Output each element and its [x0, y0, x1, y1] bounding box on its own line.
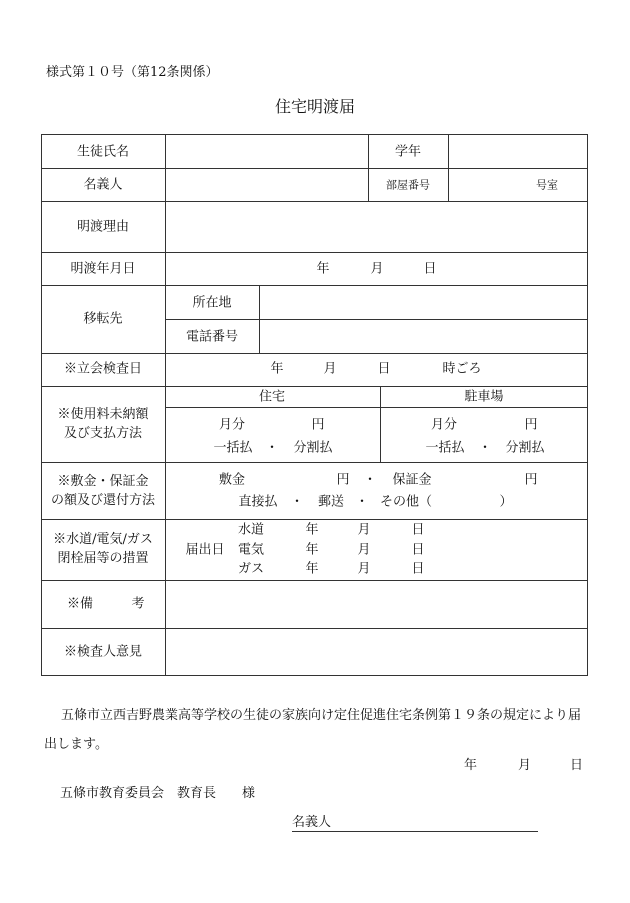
water-month-label: 月: [357, 522, 371, 538]
gas-year-label: 年: [305, 561, 319, 577]
vacate-month-label: 月: [370, 261, 384, 277]
address-field[interactable]: [260, 286, 587, 319]
housing-installments: 分割払: [293, 440, 333, 456]
inspection-year-label: 年: [270, 361, 284, 377]
gas-label: ガス: [237, 561, 265, 577]
label-address: 所在地: [192, 295, 232, 311]
label-unpaid-line2: 及び支払方法: [63, 426, 143, 441]
gas-day-label: 日: [411, 561, 425, 577]
grid-line: [41, 353, 588, 354]
grid-line: [380, 386, 381, 462]
dot: ・: [363, 472, 377, 488]
grid-line: [41, 675, 588, 676]
refund-other: その他（: [379, 494, 433, 510]
label-unpaid-fees: [57, 405, 148, 443]
label-grade: 学年: [394, 144, 422, 160]
phone-field[interactable]: [260, 320, 587, 353]
signature-line[interactable]: [292, 831, 538, 832]
housing-yen-label: 円: [311, 417, 325, 433]
label-inspector-opinion: ※検査人意見: [63, 644, 143, 660]
label-remarks-mark: ※備: [66, 596, 94, 612]
notify-date-label: 届出日: [185, 542, 225, 558]
remarks-field[interactable]: [166, 581, 587, 628]
gas-month-label: 月: [357, 561, 371, 577]
label-utilities-line1: ※水道/電気/ガス: [53, 532, 153, 547]
label-utilities: [53, 530, 153, 568]
inspection-day-label: 日: [377, 361, 391, 377]
dot: ・: [355, 494, 369, 510]
label-utilities-line2: 閉栓届等の措置: [57, 551, 149, 566]
water-label: 水道: [237, 522, 265, 538]
electric-day-label: 日: [411, 542, 425, 558]
guarantee-yen-label: 円: [524, 472, 538, 488]
grid-line: [165, 407, 588, 408]
grid-line: [41, 519, 588, 520]
label-unpaid-line1: ※使用料未納額: [57, 407, 149, 422]
holder-field[interactable]: [166, 169, 368, 201]
label-deposit-line2: の額及び還付方法: [50, 493, 156, 508]
refund-close-paren: ）: [499, 494, 513, 510]
electric-month-label: 月: [357, 542, 371, 558]
label-deposit: [51, 472, 155, 510]
grid-line: [368, 134, 369, 201]
grade-field[interactable]: [449, 135, 587, 168]
housing-lump-sum: 一括払: [213, 440, 253, 456]
vacate-reason-field[interactable]: [166, 202, 587, 252]
vacate-day-label: 日: [423, 261, 437, 277]
water-year-label: 年: [305, 522, 319, 538]
addressee: 五條市教育委員会 教育長 様: [60, 786, 256, 801]
parking-yen-label: 円: [524, 417, 538, 433]
submit-year-label: 年: [464, 758, 478, 773]
label-vacate-reason: 明渡理由: [76, 219, 130, 235]
grid-line: [41, 134, 42, 676]
inspection-time-label: 時ごろ: [442, 361, 482, 377]
label-destination: 移転先: [83, 311, 123, 327]
inspection-month-label: 月: [323, 361, 337, 377]
deposit-yen-label: 円: [336, 472, 350, 488]
dot: ・: [290, 494, 304, 510]
housing-header: 住宅: [258, 389, 286, 405]
refund-direct: 直接払: [238, 494, 278, 510]
electric-year-label: 年: [305, 542, 319, 558]
vacate-year-label: 年: [316, 261, 330, 277]
label-remarks-char: 考: [131, 596, 145, 612]
grid-line: [41, 462, 588, 463]
housing-monthly-label: 月分: [218, 417, 246, 433]
grid-line: [41, 386, 588, 387]
form-title: 住宅明渡届: [274, 97, 355, 116]
label-holder: 名義人: [83, 177, 123, 193]
student-name-field[interactable]: [166, 135, 368, 168]
label-inspection-date: ※立会検査日: [63, 361, 143, 377]
label-deposit-line1: ※敷金・保証金: [57, 474, 149, 489]
form-number: 様式第１０号（第12条関係）: [46, 65, 219, 80]
label-student-name: 生徒氏名: [76, 144, 130, 160]
label-room-number: 部屋番号: [386, 178, 430, 192]
grid-line: [41, 252, 588, 253]
dot: ・: [478, 440, 492, 456]
grid-line: [587, 134, 588, 676]
label-phone: 電話番号: [185, 329, 239, 345]
submit-month-label: 月: [518, 758, 532, 773]
parking-header: 駐車場: [464, 389, 504, 405]
inspector-opinion-field[interactable]: [166, 629, 587, 675]
deposit-label: 敷金: [218, 472, 246, 488]
label-vacate-date: 明渡年月日: [70, 261, 136, 277]
parking-lump-sum: 一括払: [425, 440, 465, 456]
room-suffix: 号室: [536, 178, 558, 192]
electric-label: 電気: [237, 542, 265, 558]
submit-day-label: 日: [570, 758, 584, 773]
parking-monthly-label: 月分: [430, 417, 458, 433]
dot: ・: [265, 440, 279, 456]
parking-installments: 分割払: [505, 440, 545, 456]
guarantee-label: 保証金: [392, 472, 432, 488]
refund-mail: 郵送: [317, 494, 345, 510]
statement-paragraph: 五條市立西吉野農業高等学校の生徒の家族向け定住促進住宅条例第１９条の規定により届出します。: [44, 708, 582, 752]
signer-label: 名義人: [292, 815, 332, 830]
water-day-label: 日: [411, 522, 425, 538]
